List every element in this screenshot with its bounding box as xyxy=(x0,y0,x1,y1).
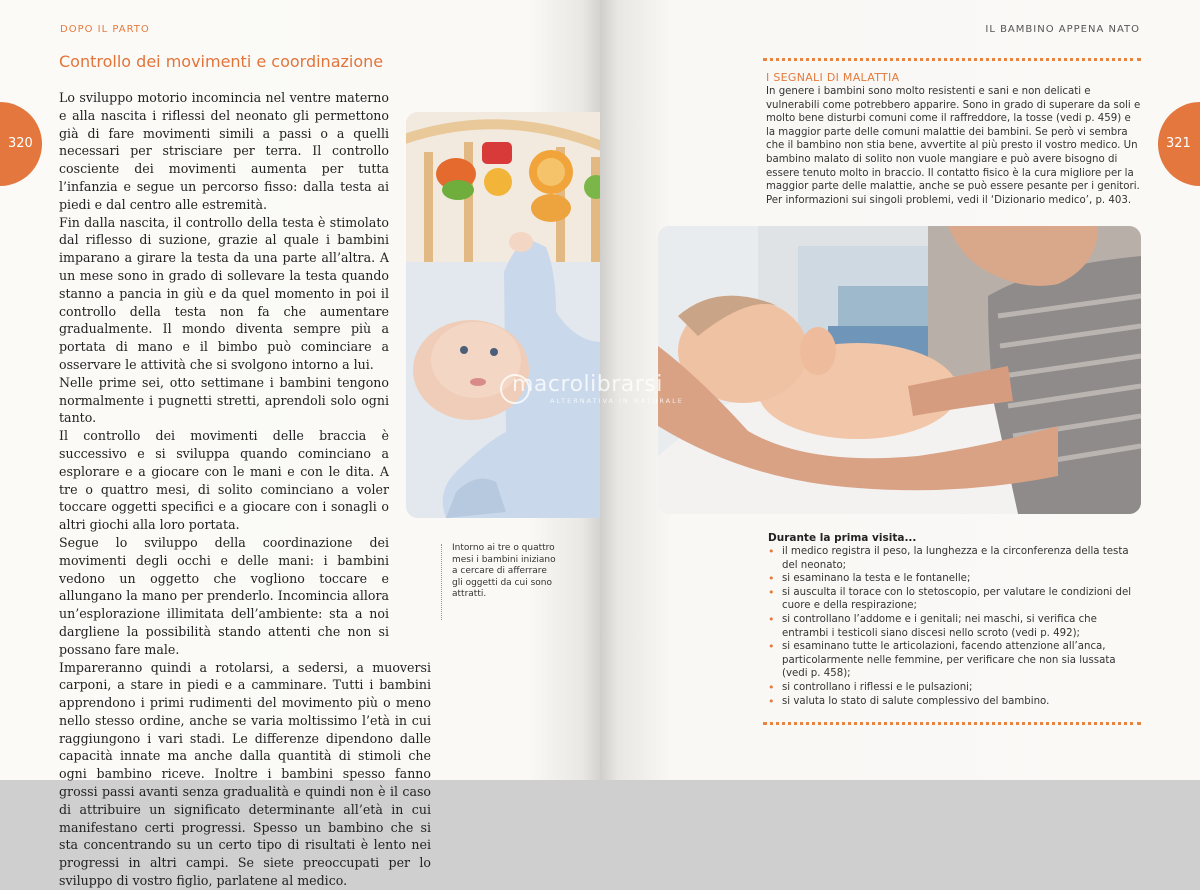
bullet-icon: • xyxy=(768,545,775,558)
body-text xyxy=(59,89,431,890)
box-bottom-rule xyxy=(763,722,1141,725)
paragraph-6: Impareranno quindi a rotolarsi, a sedersi, a muoversi carponi, a stare in piedi e a camminare. Tutti i bambini apprendono i primi rudimenti del movimento più o meno nello stesso ordine, anche se varia moltissimo l’età in cui raggiungono i vari stadi. Le differenze dipendono dalle capacità innate ma anche dalla quantità di stimoli che ogni bambino riceve. Inoltre i bambini spesso fanno grossi passi avanti senza gradualità e quindi non è il caso di attribuire un significato determinante all’età in cui manifestano certi progressi. Spesso un bambino che si sta concentrando su un certo tipo di risultati è lento nei progressi in altri campi. Se siete preoccupati per lo sviluppo di vostro figlio, parlatene al medico. xyxy=(59,659,431,889)
visit-item-text: si esaminano la testa e le fontanelle; xyxy=(782,573,971,585)
visit-item xyxy=(768,572,1142,586)
left-page-number-tab xyxy=(0,102,42,186)
baby-crib-photo xyxy=(406,112,602,518)
left-running-head: DOPO IL PARTO xyxy=(60,24,150,35)
visit-title: Durante la prima visita... xyxy=(768,532,917,544)
visit-item xyxy=(768,613,1142,640)
bullet-icon: • xyxy=(768,572,775,586)
visit-item xyxy=(768,695,1142,709)
newborn-exam-photo xyxy=(658,226,1141,514)
visit-item-text: si controllano l’addome e i genitali; nei maschi, si verifica che entrambi i testicoli siano discesi nello scroto (vedi p. 492); xyxy=(782,613,1097,639)
photo-caption: Intorno ai tre o quattro mesi i bambini iniziano a cercare di afferrare gli oggetti da cui sono attratti. xyxy=(452,543,556,599)
paragraph-5: Segue lo sviluppo della coordinazione dei movimenti degli occhi e delle mani: i bambini vedono un oggetto che vogliono toccare e allungano la mano per prenderlo. Incomincia allora un’esplorazione illimitata dell’ambiente: sta a noi dargliene la possibilità stando attenti che non si possano fare male. xyxy=(59,534,389,657)
visit-item-text: si ausculta il torace con lo stetoscopio, per valutare le condizioni del cuore e della respirazione; xyxy=(782,586,1132,612)
newborn-exam-illustration xyxy=(658,226,1141,514)
visit-item xyxy=(768,640,1142,681)
visit-item-text: si esaminano tutte le articolazioni, facendo attenzione all’anca, particolarmente nelle femmine, per verificare che non sia lussata (vedi p. 458); xyxy=(782,641,1116,680)
bullet-icon: • xyxy=(768,612,775,626)
visit-item-text: si valuta lo stato di salute complessivo del bambino. xyxy=(782,695,1050,707)
box-title: I SEGNALI DI MALATTIA xyxy=(766,71,900,84)
visit-item-text: si controllano i riflessi e le pulsazioni; xyxy=(782,681,973,693)
bullet-icon: • xyxy=(768,585,775,599)
watermark-name: macrolibrarsi xyxy=(512,372,663,397)
paragraph-1: Lo sviluppo motorio incomincia nel ventre materno e alla nascita i riflessi del neonato gli permettono già di fare movimenti simili a passi o a quelli necessari per strisciare per terra. Il controllo cosciente dei movimenti aumenta per tutta l’infanzia e segue un percorso fisso: dalla testa ai piedi e dal centro alle estremità. xyxy=(59,90,389,212)
visit-item xyxy=(768,681,1142,695)
bullet-icon: • xyxy=(768,680,775,694)
caption-rule xyxy=(441,544,442,620)
visit-list xyxy=(768,545,1142,708)
box-top-rule xyxy=(763,58,1141,61)
box-text: In genere i bambini sono molto resistenti e sani e non delicati e vulnerabili come potrebbero apparire. Sono in grado di superare da soli e molto bene disturbi comuni come il raffreddore, la tosse (vedi p. 459) e la maggior parte delle comuni malattie dei bambini. Se però vi sembra che il bambino non stia bene, avvertite al più presto il vostro medico. Un bambino malato di solito non vuole mangiare e può avere bisogno di essere tenuto molto in braccio. Il contatto fisico è la cura migliore per la maggior parte delle malattie, anche se può essere pesante per i genitori. Per informazioni sui singoli problemi, vedi il ‘Dizionario medico’, p. 403. xyxy=(766,86,1141,206)
right-running-head: IL BAMBINO APPENA NATO xyxy=(985,24,1140,35)
bullet-icon: • xyxy=(768,640,775,654)
paragraph-2: Fin dalla nascita, il controllo della testa è stimolato dal riflesso di suzione, grazie al quale i bambini imparano a girare la testa da una parte all’altra. A un mese sono in grado di sollevare la testa quando stanno a pancia in giù e da quel momento in poi il controllo della testa non fa che aumentare gradualmente. Il mondo diventa sempre più a portata di mano e il bimbo può cominciare a osservare le attività che si svolgono intorno a lui. xyxy=(59,214,389,372)
watermark-tagline: ALTERNATIVA IN NATURALE xyxy=(550,397,684,405)
bullet-icon: • xyxy=(768,694,775,708)
visit-item xyxy=(768,586,1142,613)
left-page-number: 320 xyxy=(8,136,33,151)
visit-item-text: il medico registra il peso, la lunghezza e la circonferenza della testa del neonato; xyxy=(782,546,1129,571)
visit-item xyxy=(768,545,1142,572)
section-title: Controllo dei movimenti e coordinazione xyxy=(59,52,384,71)
baby-crib-illustration xyxy=(406,112,602,518)
watermark-logo-icon xyxy=(500,374,530,404)
watermark xyxy=(512,372,684,405)
right-page-number-tab xyxy=(1158,102,1200,186)
paragraph-3: Nelle prime sei, otto settimane i bambini tengono normalmente i pugnetti stretti, aprendoli solo ogni tanto. xyxy=(59,374,389,426)
right-page-number: 321 xyxy=(1166,136,1191,151)
paragraph-4: Il controllo dei movimenti delle braccia è successivo e si sviluppa quando cominciano a esplorare e a giocare con le mani e con le dita. A tre o quattro mesi, di solito cominciano a voler toccare oggetti specifici e a giocare con i sonagli o altri giochi alla loro portata. xyxy=(59,428,389,533)
